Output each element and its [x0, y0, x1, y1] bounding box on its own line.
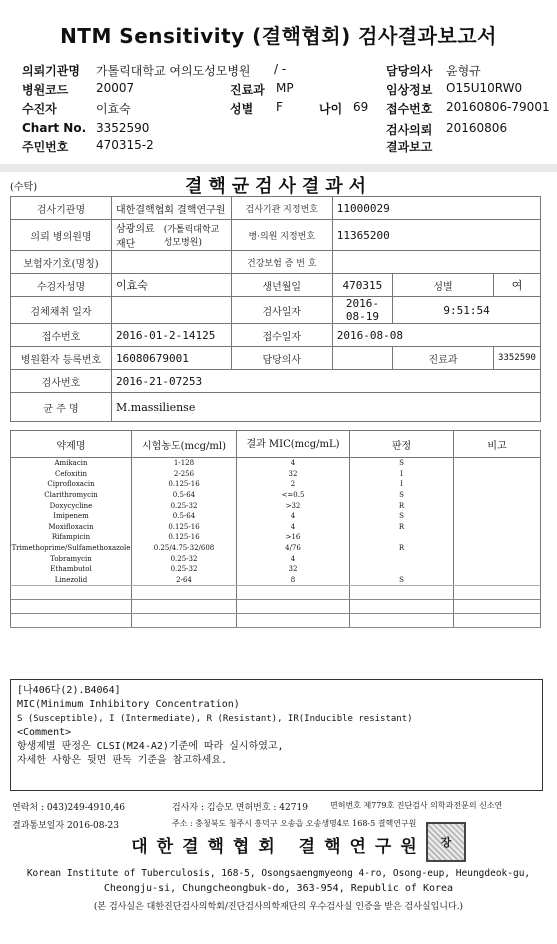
empty-cell — [11, 600, 132, 614]
mic-cell: 2 — [237, 479, 350, 490]
age-value: 69 — [353, 100, 369, 114]
guardian-label: 보험자기호(명칭) — [11, 251, 112, 274]
test-date-value: 2016-08-19 — [332, 297, 392, 324]
lab-no-label: 검사기관 지정번호 — [231, 197, 332, 220]
receipt-label: 접수번호 — [386, 102, 433, 116]
lab-label: 검사기관명 — [11, 197, 112, 220]
collect-value — [112, 297, 232, 324]
mic-cell: <=0.5 — [237, 490, 350, 501]
dob-label: 생년월일 — [231, 274, 332, 297]
comment-line: 자세한 사항은 뒷면 판독 기준을 참고하세요. — [17, 755, 228, 766]
remark-cell — [454, 500, 541, 511]
insured-label: 건강보험 증 번 호 — [231, 251, 332, 274]
test-no-value: 2016-21-07253 — [112, 370, 541, 393]
empty-cell — [350, 586, 454, 600]
drug-cell: Amikacin — [11, 458, 132, 469]
sex-label: 성별 — [230, 102, 254, 116]
empty-cell — [11, 586, 132, 600]
drug-cell: Doxycycline — [11, 500, 132, 511]
insured-value — [332, 251, 540, 274]
interpretation-cell: S — [350, 490, 454, 501]
req-inst-label: 의뢰 병의원명 — [11, 220, 112, 251]
chart-value: 3352590 — [96, 121, 150, 135]
empty-row — [11, 600, 541, 614]
empty-cell — [237, 586, 350, 600]
organism-value: M.massiliense — [112, 393, 541, 422]
concentration-cell: 0.25/4.75-32/608 — [132, 543, 237, 554]
table-row — [11, 532, 541, 543]
mic-cell: 4 — [237, 553, 350, 564]
lab-no-value: 11000029 — [332, 197, 540, 220]
interpretation-cell: I — [350, 479, 454, 490]
remark-cell — [454, 564, 541, 575]
drug-cell: Imipenem — [11, 511, 132, 522]
receipt-no-value: 2016-01-2-14125 — [112, 324, 232, 347]
empty-cell — [132, 614, 237, 628]
col-interpretation: 판정 — [350, 431, 454, 458]
empty-cell — [237, 600, 350, 614]
mic-cell: 32 — [237, 469, 350, 480]
mic-cell: 4 — [237, 522, 350, 533]
patient-label: 수진자 — [22, 102, 57, 116]
comment-line: S (Susceptible), I (Intermediate), R (Resistant), IR(Inducible resistant) — [17, 714, 413, 724]
reg-value: 16080679001 — [112, 347, 232, 370]
drug-cell: Clarithromycin — [11, 490, 132, 501]
table-row — [11, 511, 541, 522]
copy-note: (수탁) — [10, 182, 38, 193]
address-kr-text: 주소 : 충청북도 청주시 흥덕구 오송읍 오송생명4로 168-5 결핵연구원 — [172, 819, 417, 828]
remark-cell — [454, 511, 541, 522]
interpretation-cell — [350, 532, 454, 543]
examiner-text: 검사자 : 김승모 면허번호 : 42719 — [172, 803, 308, 813]
mic-cell: >32 — [237, 500, 350, 511]
drug-cell: Ciprofloxacin — [11, 479, 132, 490]
drug-cell: Ethambutol — [11, 564, 132, 575]
concentration-cell: 0.5-64 — [132, 511, 237, 522]
receipt-date-label: 접수일자 — [231, 324, 332, 347]
empty-row — [11, 586, 541, 600]
col-remark: 비고 — [454, 431, 541, 458]
concentration-cell: 0.5-64 — [132, 490, 237, 501]
comment-line: <Comment> — [17, 727, 72, 738]
empty-cell — [454, 614, 541, 628]
test-no-label: 검사번호 — [11, 370, 112, 393]
col-drug: 약제명 — [11, 431, 132, 458]
concentration-cell: 0.125-16 — [132, 532, 237, 543]
receipt-value: 20160806-79001 — [446, 100, 550, 114]
table-row — [11, 522, 541, 533]
empty-cell — [350, 614, 454, 628]
form-doctor-label: 담당의사 — [231, 347, 332, 370]
report-date-text: 결과통보일자 2016-08-23 — [12, 821, 119, 831]
report-title: NTM Sensitivity (결핵협회) 검사결과보고서 — [60, 24, 497, 48]
table-row — [11, 564, 541, 575]
empty-cell — [350, 600, 454, 614]
table-row — [11, 490, 541, 501]
institution-label: 의뢰기관명 — [22, 64, 80, 78]
concentration-cell: 2-256 — [132, 469, 237, 480]
age-label: 나이 — [319, 102, 343, 116]
request-value: 20160806 — [446, 121, 508, 135]
mic-cell: 4/76 — [237, 543, 350, 554]
susceptibility-table — [10, 430, 541, 628]
interpretation-cell — [350, 553, 454, 564]
interpretation-cell: S — [350, 458, 454, 469]
request-label: 검사의뢰 — [386, 123, 433, 137]
mic-cell: 8 — [237, 575, 350, 586]
drug-cell: Linezolid — [11, 575, 132, 586]
table-row — [11, 458, 541, 469]
concentration-cell: 2-64 — [132, 575, 237, 586]
department-value: MP — [276, 81, 294, 95]
remark-cell — [454, 575, 541, 586]
col-concentration: 시험농도(mcg/ml) — [132, 431, 237, 458]
concentration-cell: 0.25-32 — [132, 500, 237, 511]
remark-cell — [454, 543, 541, 554]
mic-cell: >16 — [237, 532, 350, 543]
sex-form-label: 성별 — [393, 274, 494, 297]
empty-cell — [11, 614, 132, 628]
interpretation-cell: S — [350, 575, 454, 586]
patient-value: 이효숙 — [96, 102, 131, 116]
institution-value: 가톨릭대학교 여의도성모병원 — [96, 64, 251, 78]
department-label: 진료과 — [230, 83, 265, 97]
remark-cell — [454, 532, 541, 543]
drug-cell: Tobramycin — [11, 553, 132, 564]
remark-cell — [454, 458, 541, 469]
comment-line: 항생제별 판정은 CLSI(M24-A2)기준에 따라 실시하였고, — [17, 741, 284, 752]
mic-cell: 4 — [237, 511, 350, 522]
interpretation-cell — [350, 564, 454, 575]
interpretation-cell: I — [350, 469, 454, 480]
certification-text: (본 검사실은 대한진단검사의학회/진단검사의학재단의 우수검사실 인증을 받은 검사실입니다.) — [93, 902, 464, 912]
chart-label: Chart No. — [22, 121, 87, 135]
reg-label: 병원환자 등록번호 — [11, 347, 112, 370]
table-row — [11, 479, 541, 490]
concentration-cell: 0.25-32 — [132, 553, 237, 564]
organism-label: 균 주 명 — [11, 393, 112, 422]
interpretation-cell: R — [350, 500, 454, 511]
official-seal-icon: 장 — [426, 822, 466, 862]
empty-cell — [454, 586, 541, 600]
table-row — [11, 543, 541, 554]
guardian-value — [112, 251, 232, 274]
sex-value: F — [276, 100, 283, 114]
concentration-cell: 1-128 — [132, 458, 237, 469]
test-date-label: 검사일자 — [231, 297, 332, 324]
interpretation-cell: S — [350, 511, 454, 522]
interpretation-cell: R — [350, 522, 454, 533]
patient-name-value: 이효숙 — [112, 274, 232, 297]
interpretation-cell: R — [350, 543, 454, 554]
concentration-cell: 0.25-32 — [132, 564, 237, 575]
empty-cell — [454, 600, 541, 614]
hospital-code-label: 병원코드 — [22, 83, 69, 97]
table-row — [11, 553, 541, 564]
empty-cell — [132, 586, 237, 600]
id-label: 주민번호 — [22, 140, 69, 154]
test-time-value: 9:51:54 — [393, 297, 541, 324]
collect-label: 검체채취 일자 — [11, 297, 112, 324]
empty-cell — [132, 600, 237, 614]
form-title: 결핵균검사결과서 — [184, 176, 373, 197]
concentration-cell: 0.125-16 — [132, 479, 237, 490]
receipt-no-label: 접수번호 — [11, 324, 112, 347]
drug-cell: Moxifloxacin — [11, 522, 132, 533]
req-inst-value: 삼광의료재단 — [112, 220, 160, 251]
doctor-value: 윤형규 — [446, 64, 481, 78]
remark-cell — [454, 553, 541, 564]
form-dept-value: 3352590 — [494, 347, 541, 370]
clinical-label: 임상정보 — [386, 83, 433, 97]
empty-cell — [237, 614, 350, 628]
comment-line: [나406다(2).B4064] — [17, 685, 121, 696]
sex-form-value: 여 — [494, 274, 541, 297]
address-en-2: Cheongju-si, Chungcheongbuk-do, 363-954, Republic of Korea — [103, 883, 454, 894]
patient-name-label: 수검자성명 — [11, 274, 112, 297]
lab-value: 대한결핵협회 결핵연구원 — [112, 197, 232, 220]
drug-cell: Cefoxitin — [11, 469, 132, 480]
mic-cell: 4 — [237, 458, 350, 469]
remark-cell — [454, 479, 541, 490]
concentration-cell: 0.125-16 — [132, 522, 237, 533]
institute-name: 대한결핵협회 결핵연구원 — [131, 837, 426, 857]
institution-extra: / - — [274, 62, 287, 76]
comment-line: MIC(Minimum Inhibitory Concentration) — [17, 699, 240, 710]
req-inst-note: (가톨릭대학교성모병원) — [160, 220, 232, 251]
comment-box — [10, 679, 543, 791]
director-text: 면허번호 제779호 진단검사 의학과전문의 신소연 — [330, 801, 503, 810]
dob-value: 470315 — [332, 274, 392, 297]
drug-cell: Rifampicin — [11, 532, 132, 543]
table-row — [11, 500, 541, 511]
empty-row — [11, 614, 541, 628]
drug-cell: Trimethoprime/Sulfamethoxazole — [11, 544, 131, 553]
section-divider — [0, 164, 557, 172]
table-row — [11, 469, 541, 480]
form-doctor-value — [332, 347, 392, 370]
report-label: 결과보고 — [386, 140, 433, 154]
form-dept-label: 진료과 — [393, 347, 494, 370]
info-table — [10, 196, 541, 422]
id-value: 470315-2 — [96, 138, 154, 152]
table-row — [11, 575, 541, 586]
col-mic: 결과 MIC(mcg/mL) — [237, 431, 350, 458]
hospital-code-value: 20007 — [96, 81, 135, 95]
doctor-label: 담당의사 — [386, 64, 433, 78]
scanned-result-form — [8, 172, 549, 934]
address-en-1: Korean Institute of Tuberculosis, 168-5, Osongsaengmyeong 4-ro, Osong-eup, Heungdeok-gu, — [26, 868, 531, 879]
req-no-label: 병·의원 지정번호 — [231, 220, 332, 251]
remark-cell — [454, 490, 541, 501]
remark-cell — [454, 469, 541, 480]
result-rows — [11, 458, 541, 628]
remark-cell — [454, 522, 541, 533]
receipt-date-value: 2016-08-08 — [332, 324, 540, 347]
req-no-value: 11365200 — [332, 220, 540, 251]
contact-text: 연락처 : 043)249-4910,46 — [12, 803, 125, 813]
mic-cell: 32 — [237, 564, 350, 575]
clinical-value: O15U10RW0 — [446, 81, 523, 95]
